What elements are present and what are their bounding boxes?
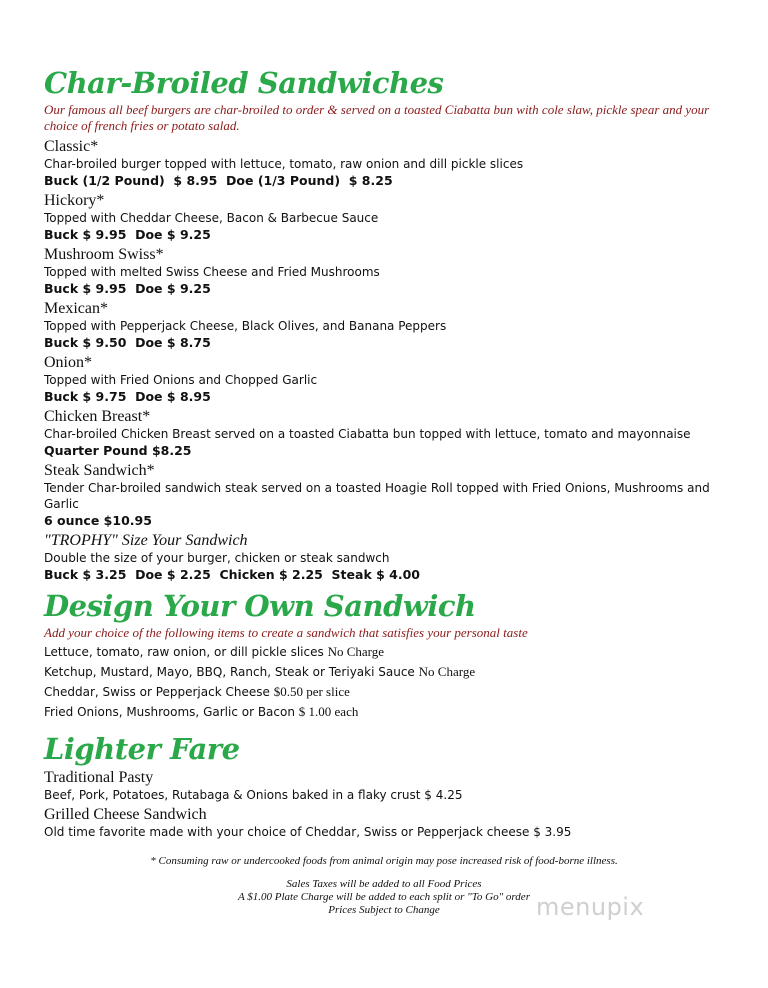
section-title-design-own: Design Your Own Sandwich <box>44 589 476 623</box>
item-description: Char-broiled burger topped with lettuce, tomato, raw onion and dill pickle slices <box>44 157 524 171</box>
item-price: Buck $ 9.75 Doe $ 8.95 <box>44 389 211 404</box>
menu-item-steak-sandwich <box>44 462 724 529</box>
item-description: Old time favorite made with your choice of Cheddar, Swiss or Pepperjack cheese $ 3.95 <box>44 825 572 839</box>
menu-page <box>44 66 724 840</box>
item-price: Quarter Pound $8.25 <box>44 443 192 458</box>
menu-item-chicken-breast <box>44 408 724 459</box>
option-text: Cheddar, Swiss or Pepperjack Cheese <box>44 685 270 699</box>
option-row <box>44 642 724 662</box>
item-description: Char-broiled Chicken Breast served on a toasted Ciabatta bun topped with lettuce, tomato and mayonnaise <box>44 427 691 441</box>
item-name: Hickory* <box>44 192 105 209</box>
watermark-logo: menupix <box>536 893 645 921</box>
menu-item-mushroom-swiss <box>44 246 724 297</box>
section-intro-char-broiled: Our famous all beef burgers are char-broiled to order & served on a toasted Ciabatta bun with cole slaw, pickle spear and your choice of french fries or potato salad. <box>44 102 710 133</box>
menu-item-grilled-cheese <box>44 806 724 840</box>
item-description: Beef, Pork, Potatoes, Rutabaga & Onions baked in a flaky crust $ 4.25 <box>44 788 463 802</box>
item-name: Mexican* <box>44 300 108 317</box>
item-description: Topped with melted Swiss Cheese and Fried Mushrooms <box>44 265 380 279</box>
menu-item-traditional-pasty <box>44 769 724 803</box>
option-price: No Charge <box>327 644 385 659</box>
footer-plate-charge: A $1.00 Plate Charge will be added to each split or "To Go" order <box>238 891 530 903</box>
option-price: No Charge <box>418 664 476 679</box>
item-name: "TROPHY" Size Your Sandwich <box>44 532 248 549</box>
option-row <box>44 702 724 722</box>
option-text: Lettuce, tomato, raw onion, or dill pickle slices <box>44 645 324 659</box>
item-description: Topped with Fried Onions and Chopped Garlic <box>44 373 318 387</box>
item-price: Buck $ 9.50 Doe $ 8.75 <box>44 335 211 350</box>
section-title-lighter-fare: Lighter Fare <box>44 732 240 766</box>
item-name: Mushroom Swiss* <box>44 246 164 263</box>
menu-item-onion <box>44 354 724 405</box>
menu-item-mexican <box>44 300 724 351</box>
item-price: Buck (1/2 Pound) $ 8.95 Doe (1/3 Pound) $ 8.25 <box>44 173 393 188</box>
item-name: Chicken Breast* <box>44 408 151 425</box>
item-name: Traditional Pasty <box>44 769 154 786</box>
item-name: Classic* <box>44 138 99 155</box>
item-price: Buck $ 3.25 Doe $ 2.25 Chicken $ 2.25 Steak $ 4.00 <box>44 567 420 582</box>
item-price: 6 ounce $10.95 <box>44 513 152 528</box>
item-description: Tender Char-broiled sandwich steak served on a toasted Hoagie Roll topped with Fried Onions, Mushrooms and Garlic <box>44 481 710 511</box>
item-description: Double the size of your burger, chicken or steak sandwch <box>44 551 390 565</box>
menu-item-hickory <box>44 192 724 243</box>
item-description: Topped with Cheddar Cheese, Bacon & Barbecue Sauce <box>44 211 379 225</box>
section-title-char-broiled: Char-Broiled Sandwiches <box>44 66 444 100</box>
item-name: Steak Sandwich* <box>44 462 155 479</box>
option-row <box>44 662 724 682</box>
item-name: Grilled Cheese Sandwich <box>44 806 207 823</box>
option-row <box>44 682 724 702</box>
option-text: Ketchup, Mustard, Mayo, BBQ, Ranch, Steak or Teriyaki Sauce <box>44 665 415 679</box>
item-price: Buck $ 9.95 Doe $ 9.25 <box>44 227 211 242</box>
item-description: Topped with Pepperjack Cheese, Black Olives, and Banana Peppers <box>44 319 447 333</box>
section-intro-design-own: Add your choice of the following items to create a sandwich that satisfies your personal taste <box>44 625 528 640</box>
option-price: $ 1.00 each <box>298 704 359 719</box>
footer-tax-note: Sales Taxes will be added to all Food Prices <box>286 878 482 890</box>
footer-warning: * Consuming raw or undercooked foods from animal origin may pose increased risk of food-borne illness. <box>150 855 618 867</box>
item-price: Buck $ 9.95 Doe $ 9.25 <box>44 281 211 296</box>
option-text: Fried Onions, Mushrooms, Garlic or Bacon <box>44 705 295 719</box>
option-price: $0.50 per slice <box>273 684 350 699</box>
item-name: Onion* <box>44 354 92 371</box>
footer-prices-note: Prices Subject to Change <box>328 904 440 916</box>
menu-item-classic <box>44 138 724 189</box>
menu-item-trophy-size <box>44 532 724 583</box>
